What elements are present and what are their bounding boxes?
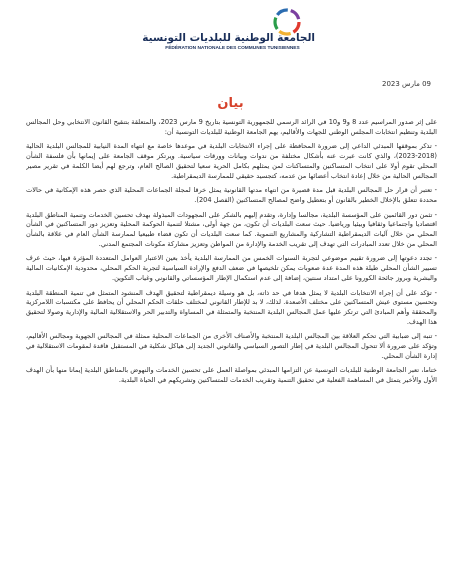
paragraph-point: - تثمن دور القائمين على المؤسسة البلدية، مجالسا وإدارة، وتقدم إليهم بالشكر على المجهودات المبذولة بهدف تحسين الخدمات وتنمية المناطق البلدية اقتصاديا واجتماعيا وثقافيا وبيئيا ورياضيا. حيث سعت البلديات أن تكون، من جهة أولى، مشتلا لتنمية الحوكمة المحلية وتعزيز دور المتساكنين في الشأن المحلي من خلال آليات الديمقراطية التشاركية والمشاريع التنموية. كما سعت البلديات أن تكون فضاء طبيعيا لممارسة الشأن العام في علاقة بالشأن المحلي من خلال تعدد المبادرات التي تهدف إلى تقريب الخدمة والإدارة من المواطن وتعزيز مشاركة مكونات المجتمع المدني. <box>26 210 437 248</box>
statement-body <box>26 118 437 558</box>
paragraph-intro: على إثر صدور المراسيم عدد 8 و9 و10 في الرائد الرسمي للجمهورية التونسية بتاريخ 9 مارس 2023، والمتعلقة بتنقيح القانون الانتخابي وحل المجالس البلدية وتنظيم انتخابات المجلس الوطني للجهات والأقاليم، يهم الجامعة الوطنية للبلديات التونسية أن: <box>26 118 437 136</box>
org-name-arabic: الجامعة الوطنية للبلديات التونسية <box>142 32 315 44</box>
org-name-french: FÉDÉRATION NATIONALE DES COMMUNES TUNISIENNES <box>165 46 300 51</box>
document-date: 09 مارس 2023 <box>381 80 431 88</box>
federation-logo <box>142 6 315 56</box>
paragraph-conclusion: ختاما، تعبر الجامعة الوطنية للبلديات التونسية عن التزامها المبدئي بمواصلة العمل على تحسين الخدمات والنهوض بالمناطق البلدية إيمانا منها بأن الهدف الأول والأخير يتمثل في المساهمة الفعلية في تحقيق التنمية وتقريب الخدمات للمتساكنين وتشريكهم في الحياة البلدية. <box>26 366 437 385</box>
paragraph-point: - تجدد دعوتها إلى ضرورة تقييم موضوعي لتجربة السنوات الخمس من الممارسة البلدية يأخذ بعين الاعتبار العوامل المتعددة المؤثرة فيها، حيث عرف تسيير الشأن المحلي طيلة هذه المدة عدة صعوبات يمكن تلخيصها في ضعف الدفع والإرادة السياسية لتجربة الحكم المحلي، محدودية الإمكانيات المالية والبشرية وبروز جائحة الكورونا على امتداد سنتين، إضافة إلى عدم استكمال الإطار المؤسساتي والقانوني وغياب التكوين. <box>26 254 437 282</box>
document-title: بيان <box>217 96 244 111</box>
letterhead <box>0 0 461 60</box>
paragraph-point: - تعتبر أن قرار حل المجالس البلدية قبل مدة قصيرة من انتهاء مدتها القانونية يمثل خرقا لمجلة الجماعات المحلية الذي حصر هذه الإمكانية في حالات محددة تتعلق بالإخلال الخطير بالقانون أو بتعطيل واضح لمصالح المتساكنين (الفصل 204). <box>26 186 437 204</box>
paragraph-point: - تنبه إلى ضبابية التي تحكم العلاقة بين المجالس البلدية المنتخبة والأصناف الأخرى من الجماعات المحلية ممثلة في المجالس الجهوية ومجالس الأقاليم، وتؤكد على ضرورة ألا تتحول المجالس البلدية في إطار التصور السياسي والقانوني الجديد إلى هياكل شكلية في المستقبل فاقدة لمقومات الاستقلالية في إدارة الشأن المحلي. <box>26 332 437 360</box>
paragraph-point: - تؤكد على أن إجراء الانتخابات البلدية لا يمثل هدفا في حد ذاته، بل هو وسيلة ديمقراطية لتحقيق الهدف المنشود المتمثل في تنمية المنطقة البلدية وتحسين مستوى عيش المتساكنين على مختلف الأصعدة. لذلك، لا بد للإطار القانوني لمختلف حلقات الحكم المحلي أن يحافظ على مكتسبات اللامركزية والمحققة وأهم المبادئ التي ترتكز عليها عمل المجالس البلدية المنتخبة والمتمثلة في المساواة والتدبير الحر والاستقلالية المالية والإدارية وصولا لتحقيق هذا الهدف. <box>26 288 437 326</box>
paragraph-point: - تذكر بموقفها المبدئي الداعي إلى ضرورة المحافظة على إجراء الانتخابات البلدية في موعدها خاصة مع انتهاء المدة النيابية للمجالس البلدية الحالية (2018-2023)، والذي كانت عبرت عنه بأشكال مختلفة من ندوات وبيانات وورقات سياسية. ويرتكز موقف الجامعة على إيمانها بأن فلسفة الشأن المحلي تقوم أولا على انتخاب المتساكنين والمتساكنات لمن يمثلهم بكامل الحرية سعيا لتحقيق الصالح العام، وترجع لهم أيضا الكلمة في تقرير مصير المجالس الحالية من خلال إعادة انتخاب أعضائها من عدمه، كتجسيد حقيقي للممارسة الديمقراطية. <box>26 142 437 180</box>
